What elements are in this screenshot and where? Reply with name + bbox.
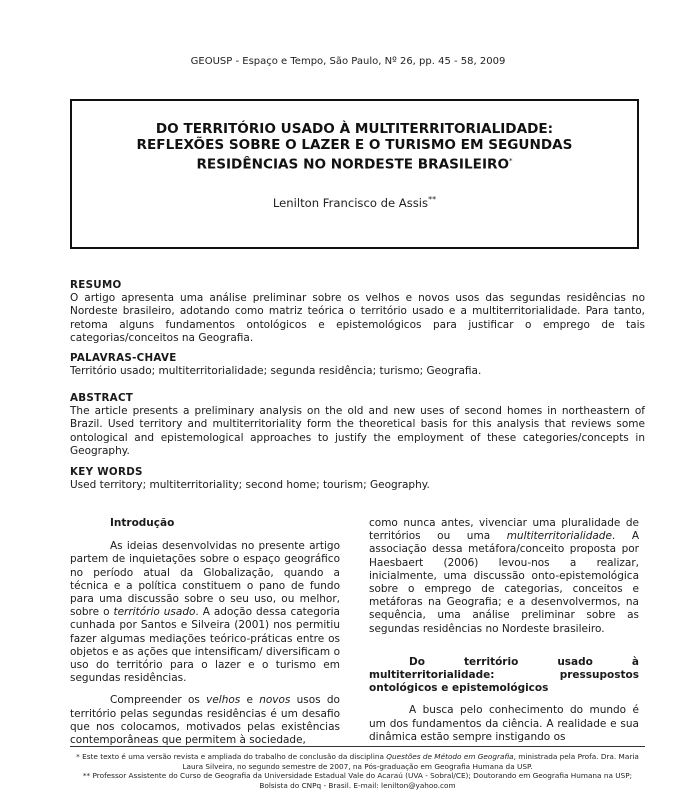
title-line-1: DO TERRITÓRIO USADO À MULTITERRITORIALIDADE: — [155, 121, 554, 137]
author-name: Lenilton Francisco de Assis** — [272, 194, 437, 210]
footnotes — [70, 752, 645, 790]
intro-paragraph-1: As ideias desenvolvidas no presente artigo partem de inquietações sobre o espaço geográfico no período atual da Globalização, quando a técnica e a política constituem o pano de fundo para uma discussão sobre o seu uso, ou melhor, sobre o território usado. A adoção dessa categoria cunhada por Santos e Silveira (2001) nos permitiu fazer algumas mediações teórico-práticas entre os objetos e as ações que intensificam/ diversificam o uso do território para o lazer e o turismo em segundas residências. — [70, 540, 340, 685]
keywords-body: Used territory; multiterritoriality; second home; tourism; Geography. — [70, 479, 430, 492]
footnote-divider — [70, 746, 645, 747]
title-line-2: REFLEXÕES SOBRE O LAZER E O TURISMO EM SEGUNDAS — [136, 137, 573, 153]
article-title — [72, 121, 637, 173]
footnote-2: ** Professor Assistente do Curso de Geografia da Universidade Estadual Vale do Acaraú (UVA - Sobral/CE); Doutorando em Geografia Humana na USP; Bolsista do CNPq - Brasil. E-mail: lenilton@yahoo.com — [82, 771, 633, 790]
right-paragraph-1: como nunca antes, vivenciar uma pluralidade de territórios ou uma multiterritorialidade. A associação dessa metáfora/conceito proposta por Haesbaert (2006) levou-nos a realizar, inicialmente, uma discussão onto-epistemológica sobre o emprego de categorias, conceitos e metáforas na Geografia; e a desenvolvermos, na sequência, uma análise preliminar sobre as segundas residências no Nordeste brasileiro. — [369, 517, 639, 635]
footnote-1: * Este texto é uma versão revista e ampliada do trabalho de conclusão da disciplina Questões de Método em Geografia, ministrada pela Profa. Dra. Maria Laura Silveira, no segundo semestre de 2007, na Pós-graduação em Geografia Humana da USP. — [76, 752, 639, 771]
left-column — [70, 517, 340, 747]
right-paragraph-2: A busca pelo conhecimento do mundo é um dos fundamentos da ciência. A realidade e sua dinâmica estão sempre instigando os — [369, 704, 639, 743]
resumo-section — [70, 279, 645, 345]
palavras-chave-heading: PALAVRAS-CHAVE — [70, 352, 177, 364]
section-heading-territorio: Do território usado à multiterritorialidade: pressupostos ontológicos e epistemológicos — [369, 655, 639, 695]
abstract-body: The article presents a preliminary analysis on the old and new uses of second homes in northeastern of Brazil. Used territory and multiterritoriality form the theoretical basis for this analysis that reviews some ontological and epistemological approaches to justify the employment of these categories/concepts in Geography. — [70, 405, 645, 457]
keywords-heading: KEY WORDS — [70, 466, 143, 478]
intro-paragraph-2: Compreender os velhos e novos usos do território pelas segundas residências é um desafio que nos colocamos, motivados pelas existências contemporâneas que permitem à sociedade, — [70, 694, 340, 747]
abstract-section — [70, 392, 645, 458]
resumo-heading: RESUMO — [70, 279, 122, 291]
title-box — [70, 99, 639, 249]
palavras-chave-section — [70, 352, 645, 378]
introducao-heading: Introdução — [110, 517, 175, 529]
right-column — [369, 517, 639, 744]
title-line-3: RESIDÊNCIAS NO NORDESTE BRASILEIRO* — [196, 156, 513, 173]
abstract-heading: ABSTRACT — [70, 392, 134, 404]
resumo-body: O artigo apresenta uma análise preliminar sobre os velhos e novos usos das segundas residências no Nordeste brasileiro, adotando como matriz teórica o território usado e a multiterritorialidade. Para tanto, retoma alguns fundamentos ontológicos e epistemológicos para justificar o emprego de tais categorias/conceitos na Geografia. — [70, 292, 645, 344]
keywords-section — [70, 466, 645, 492]
author-footnote-mark: ** — [428, 194, 437, 204]
title-footnote-mark: * — [509, 157, 513, 165]
journal-header: GEOUSP - Espaço e Tempo, São Paulo, Nº 26, pp. 45 - 58, 2009 — [190, 56, 506, 67]
palavras-chave-body: Território usado; multiterritorialidade; segunda residência; turismo; Geografia. — [70, 365, 482, 378]
